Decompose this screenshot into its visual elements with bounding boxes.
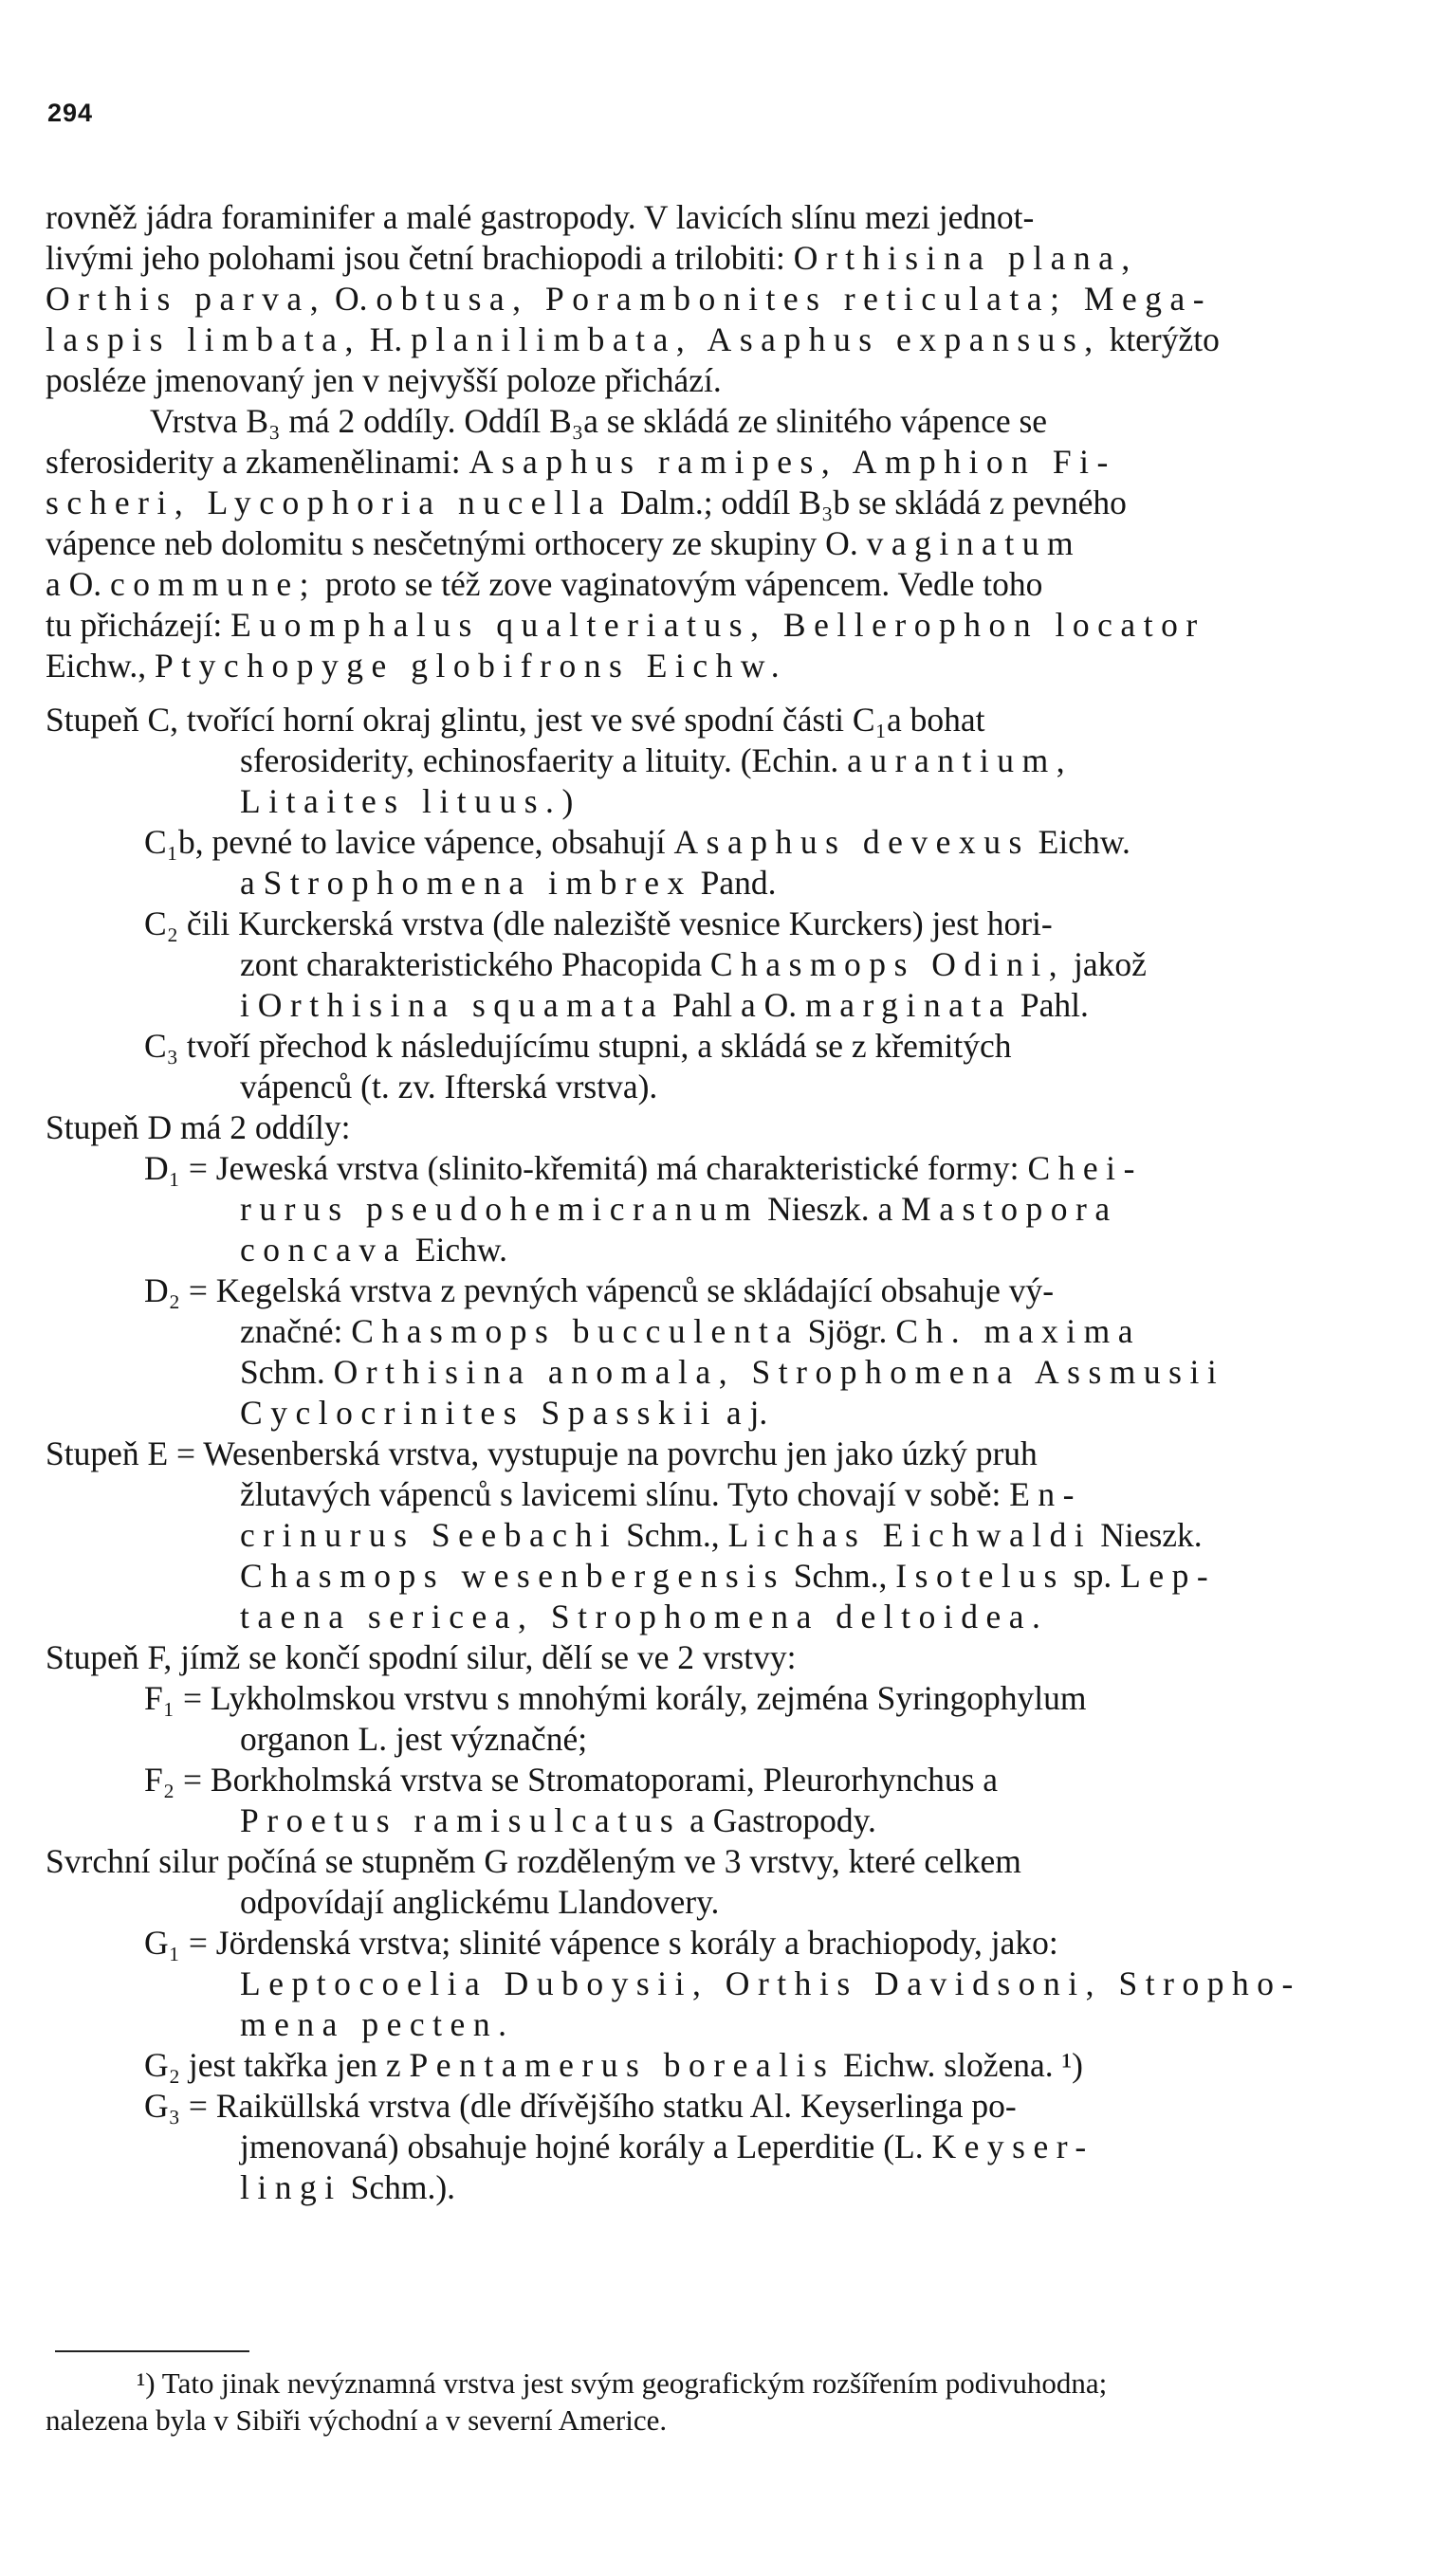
text-line [46,360,1409,401]
text-line [46,1026,1409,1067]
body-text [46,197,1409,2208]
species-name: Asaphus ramipes, Amphion Fi- [469,443,1116,481]
text-run: odpovídají anglickému Llandovery. [240,1883,720,1921]
text-run: Dalm.; oddíl B₃b se skládá z pevného [612,484,1127,521]
text-run: jakož [1065,945,1147,983]
species-name: Orthis parva, [46,280,327,318]
text-line [46,1434,1409,1474]
text-line [46,2004,1409,2045]
text-line [46,822,1409,863]
text-run: vápence neb dolomitu s nesčetnými orthocery ze skupiny O. [46,524,867,562]
text-run: livými jeho polohami jsou četní brachiopodi a trilobiti: [46,239,794,277]
text-run: O. [326,280,377,318]
text-line [46,1964,1409,2004]
species-name: obtusa, Porambonites reticulata; Mega- [376,280,1213,318]
text-run: Schm. [240,1353,334,1391]
text-line [46,2045,1409,2086]
text-run: Eichw. [1029,823,1130,861]
text-line [46,740,1409,781]
species-name: mena pecten. [240,2005,515,2043]
text-line [46,1393,1409,1434]
species-name: Pentamerus borealis [409,2046,836,2084]
species-name: Chasmops bucculenta [351,1312,800,1350]
text-run: a Gastropody. [681,1801,876,1839]
text-line [46,1556,1409,1597]
species-name: scheri, Lycophoria nucella [46,484,613,521]
text-run: Stupeň D má 2 oddíly: [46,1108,351,1146]
text-run: C₃ tvoří přechod k následujícímu stupni, a skládá se z křemitých [144,1027,1012,1065]
text-line [46,904,1409,944]
text-run: Pand. [691,864,777,902]
footnote-rule [55,2350,249,2352]
text-line [46,2127,1409,2167]
text-line [46,238,1409,279]
text-run: Pahl a O. [664,986,806,1024]
text-run: a j. [717,1394,768,1432]
species-name: Leptocoelia Duboysii, Orthis Davidsoni, Stropho- [240,1964,1301,2002]
species-name: Orthisina squamata [257,986,665,1024]
text-run: Schm.). [341,2168,456,2206]
text-run: sferosiderity a zkamenělinami: [46,443,469,481]
text-line [46,1719,1409,1760]
text-run: žlutavých vápenců s lavicemi slínu. Tyto chovají v sobě: [240,1475,1010,1513]
text-line [46,2167,1409,2208]
text-line [46,1597,1409,1637]
text-line [46,1067,1409,1107]
text-line [46,700,1409,740]
text-run: G₃ = Raiküllská vrstva (dle dřívějšího statku Al. Keyserlinga po- [144,2087,1017,2125]
species-name: marginata [805,986,1013,1024]
text-line [46,1189,1409,1230]
text-line [46,1678,1409,1719]
text-run: Vrstva B₃ má 2 oddíly. Oddíl B₃a se skládá ze slinitého vápence se [150,402,1048,440]
text-run: Stupeň E = Wesenberská vrstva, vystupuje na povrchu jen jako úzký pruh [46,1434,1038,1472]
species-name: taena sericea, Strophomena deltoidea. [240,1598,1049,1635]
page-number: 294 [47,99,94,127]
text-run: vápenců (t. zv. Ifterská vrstva). [240,1068,658,1105]
text-run: Stupeň C, tvořící horní okraj glintu, jest ve své spodní části C₁a bohat [46,701,985,739]
text-line [46,197,1409,238]
text-run: G₂ jest takřka jen z [144,2046,410,2084]
text-line [46,1311,1409,1352]
species-name: crinurus Seebachi [240,1516,618,1554]
footnote-line: ¹) Tato jinak nevýznamná vrstva jest svým geografickým rozšířením podivuhodna; [137,2366,1108,2400]
text-run: Svrchní silur počíná se stupněm G rozděleným ve 3 vrstvy, které celkem [46,1842,1021,1880]
species-name: Orthisina plana, [793,239,1138,277]
text-line [46,1800,1409,1841]
text-line [46,1474,1409,1515]
species-name: Asaphus devexus [673,823,1030,861]
text-line [46,1923,1409,1964]
text-run: D₂ = Kegelská vrstva z pevných vápenců se skládající obsahuje vý- [144,1271,1055,1309]
text-run: H. [360,320,412,358]
text-run: F₂ = Borkholmská vrstva se Stromatoporami, Pleurorhynchus a [144,1761,999,1799]
text-run: kterýžto [1100,320,1220,358]
text-line [46,564,1409,605]
text-run: proto se též zove vaginatovým vápencem. Vedle toho [317,565,1043,603]
species-name: vaginatum [866,524,1082,562]
species-name: Strophomena imbrex [263,864,692,902]
text-run: jmenovaná) obsahuje hojné korály a Leperditie (L. [240,2128,932,2165]
text-line [46,781,1409,822]
text-run: Eichw. složena. ¹) [835,2046,1083,2084]
text-line [46,442,1409,483]
text-line [46,1148,1409,1189]
species-name: Chasmops wesenbergensis [240,1557,785,1595]
text-line [46,1230,1409,1270]
species-name: commune; [110,565,318,603]
species-name: Ch. maxima [895,1312,1142,1350]
species-name: Chasmops Odini, [709,945,1066,983]
species-name: Chei- [1027,1149,1143,1187]
text-run: Sjögr. [799,1312,896,1350]
species-name: Euomphalus qualteriatus, Bellerophon locator [230,606,1205,644]
text-run: Eichw., [46,647,156,685]
text-run: rovněž jádra foraminifer a malé gastropody. V lavicích slínu mezi jednot- [46,198,1035,236]
text-run: organon L. jest význačné; [240,1720,588,1758]
footnote [46,2365,1411,2439]
text-run: C₁b, pevné to lavice vápence, obsahují [144,823,674,861]
text-run: Eichw. [406,1231,508,1269]
text-run: a O. [46,565,111,603]
text-line [46,1841,1409,1882]
text-line [46,401,1409,442]
text-line [46,605,1409,646]
text-run: F₁ = Lykholmskou vrstvu s mnohými korály, zejména Syringophylum [144,1679,1087,1717]
text-line [46,483,1409,523]
text-run: zont charakteristického Phacopida [240,945,710,983]
text-line [46,1882,1409,1923]
text-line [46,646,1409,686]
text-run: posléze jmenovaný jen v nejvyšší poloze přichází. [46,361,722,399]
text-line [46,1637,1409,1678]
species-name: laspis limbata, [46,320,361,358]
species-name: Litaites lituus.) [240,782,581,820]
text-run: Pahl. [1012,986,1089,1024]
species-name: Keyser- [931,2128,1094,2165]
text-run: Schm., [617,1516,728,1554]
text-run: značné: [240,1312,352,1350]
species-name: En- [1009,1475,1083,1513]
paragraph-gap [46,686,1409,700]
footnote-line: nalezena byla v Sibiři východní a v severní Americe. [46,2403,668,2437]
text-run: D₁ = Jeweská vrstva (slinito-křemitá) má charakteristické formy: [144,1149,1028,1187]
species-name: rurus pseudohemicranum [240,1190,760,1228]
species-name: concava [240,1231,407,1269]
species-name: planilimbata, Asaphus expansus, [411,320,1101,358]
text-line [46,863,1409,904]
species-name: Lep- [1120,1557,1217,1595]
species-name: Cyclocrinites Spasskii [240,1394,718,1432]
text-run: sp. [1064,1557,1121,1595]
text-run: i [240,986,258,1024]
species-name: aurantium, [847,741,1074,779]
text-run: sferosiderity, echinosfaerity a lituity. (Echin. [240,741,848,779]
text-line [46,1352,1409,1393]
text-line [46,1515,1409,1556]
text-run: Nieszk. [1092,1516,1203,1554]
species-name: Orthisina anomala, Strophomena Assmusii [333,1353,1225,1391]
text-run: a [240,864,264,902]
species-name: Lichas Eichwaldi [727,1516,1093,1554]
text-run: Nieszk. a [759,1190,902,1228]
text-line [46,279,1409,320]
text-run: Stupeň F, jímž se končí spodní silur, dělí se ve 2 vrstvy: [46,1638,797,1676]
text-line [46,985,1409,1026]
text-line [46,1270,1409,1311]
species-name: Mastopora [901,1190,1118,1228]
text-line [46,1760,1409,1800]
text-line [46,944,1409,985]
species-name: Isotelus [895,1557,1065,1595]
species-name: Proetus ramisulcatus [240,1801,682,1839]
text-run: G₁ = Jördenská vrstva; slinité vápence s korály a brachiopody, jako: [144,1924,1058,1962]
text-run: tu přicházejí: [46,606,231,644]
text-line [46,1107,1409,1148]
text-line [46,320,1409,360]
text-line [46,2086,1409,2127]
species-name: Ptychopyge globifrons Eichw. [155,647,788,685]
species-name: lingi [240,2168,342,2206]
text-run: Schm., [784,1557,896,1595]
text-run: C₂ čili Kurckerská vrstva (dle naleziště vesnice Kurckers) jest hori- [144,904,1053,942]
text-line [46,523,1409,564]
